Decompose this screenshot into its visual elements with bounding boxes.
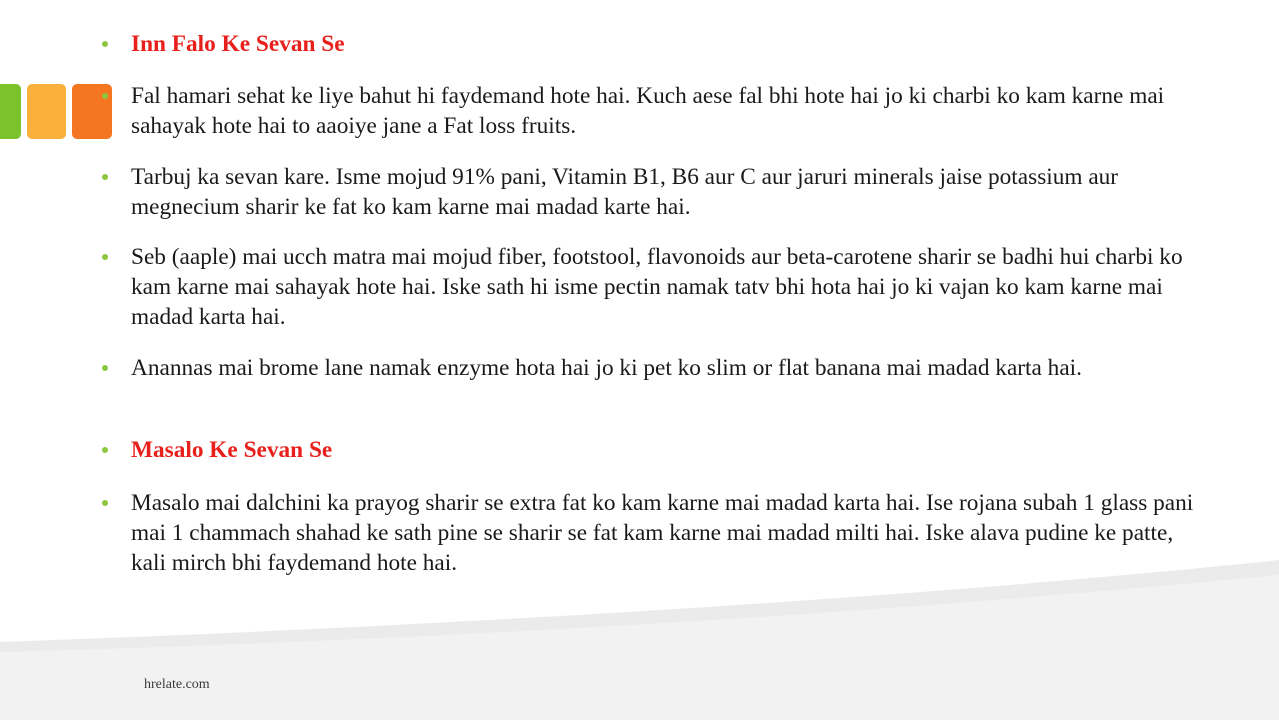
bullet-watermelon: Tarbuj ka sevan kare. Isme mojud 91% pani, Vitamin B1, B6 aur C aur jaruri minerals jaise potassium aur megnecium sharir ke fat ko kam karne mai madad karte hai. [131,162,1201,222]
bullet-fruits-intro: Fal hamari sehat ke liye bahut hi faydemand hote hai. Kuch aese fal bhi hote hai jo ki charbi ko kam karne mai sahayak hote hai to aaoiye jane a Fat loss fruits. [131,81,1201,141]
bullet-pineapple: Anannas mai brome lane namak enzyme hota hai jo ki pet ko slim or flat banana mai madad karta hai. [131,353,1201,383]
bullet-heading-fruits: Inn Falo Ke Sevan Se [131,29,1201,59]
bullet-heading-spices: Masalo Ke Sevan Se [131,435,1201,465]
footer-source: hrelate.com [144,677,210,692]
decorative-block-yellow [27,84,66,139]
decorative-block-green [0,84,21,139]
bullet-apple: Seb (aaple) mai ucch matra mai mojud fiber, footstool, flavonoids aur beta-carotene sharir se badhi hui charbi ko kam karne mai sahayak hote hai. Iske sath hi isme pectin namak tatv bhi hota hai jo ki vajan ko kam karne mai madad karta hai. [131,242,1201,332]
bullet-spices: Masalo mai dalchini ka prayog sharir se extra fat ko kam karne mai madad karta hai. Ise rojana subah 1 glass pani mai 1 chammach shahad ke sath pine se sharir se fat kam karne mai madad milti hai. Iske alava pudine ke patte, kali mirch bhi faydemand hote hai. [131,488,1201,578]
